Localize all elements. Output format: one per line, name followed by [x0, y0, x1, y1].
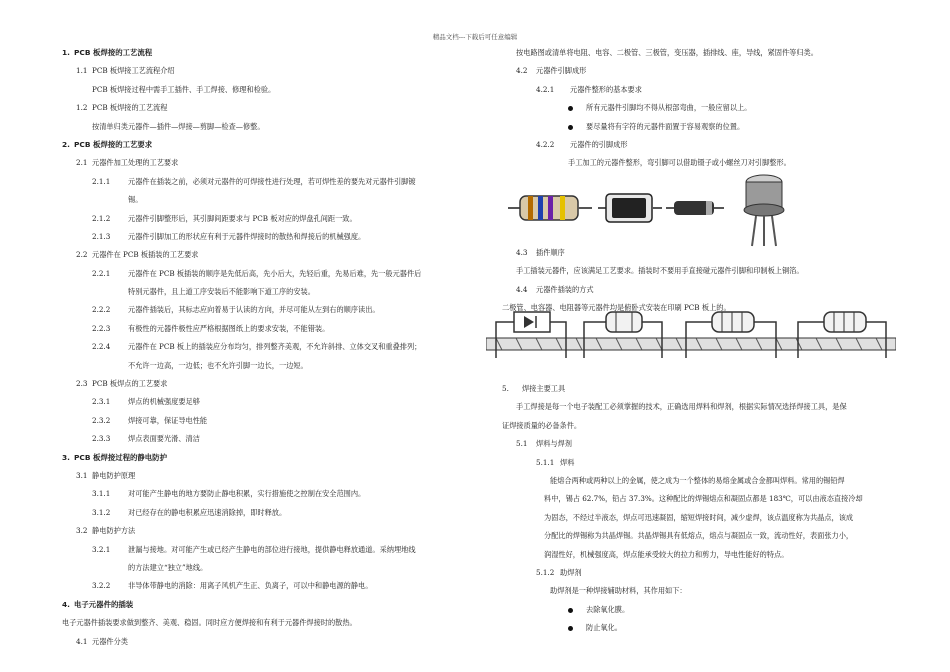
pcb-board-icon — [486, 338, 896, 350]
paragraph-text: 手工焊接是每一个电子装配工必须掌握的技术，正确选用焊料和焊剂，根据实际情况选择焊接工具，是保 — [516, 402, 847, 412]
paragraph-text: PCB 板焊接过程中需手工插件、手工焊接、修理和检验。 — [92, 84, 276, 94]
section-heading: 元器件引脚整形后，其引脚间距要求与 PCB 板对应的焊盘孔间距一致。 — [128, 213, 357, 223]
section-number: 3.1.2 — [92, 507, 111, 517]
text-line — [62, 485, 482, 503]
text-line — [62, 449, 482, 467]
section-number: 2.2.3 — [92, 323, 111, 333]
text-line — [502, 472, 907, 490]
text-line — [62, 357, 482, 375]
text-line — [62, 191, 482, 209]
section-heading: 元器件在插装之前，必须对元器件的可焊接性进行处理，若可焊性差的要先对元器件引脚镀 — [128, 176, 416, 186]
text-line — [502, 619, 907, 637]
bullet-icon — [568, 608, 573, 613]
section-heading: 对已经存在的静电积累应迅速消除掉，即时释放。 — [128, 507, 287, 517]
text-line — [502, 136, 907, 154]
text-line — [502, 509, 907, 527]
text-line — [62, 265, 482, 283]
section-heading: 元器件引脚成形 — [536, 66, 587, 76]
right-column-bottom — [502, 380, 907, 637]
section-number: 3.1.1 — [92, 489, 111, 499]
text-line — [502, 44, 907, 62]
section-number: 2.1.3 — [92, 231, 111, 241]
text-line — [62, 430, 482, 448]
section-heading: 非导体带静电的消除：用离子风机产生正、负离子，可以中和静电源的静电。 — [128, 581, 373, 591]
section-heading: 元器件插装的方式 — [536, 284, 594, 294]
bullet-icon — [568, 106, 573, 111]
text-line — [502, 454, 907, 472]
text-line — [502, 244, 907, 262]
text-line — [62, 81, 482, 99]
text-line — [62, 541, 482, 559]
paragraph-text: 按电路图或清单将电阻、电容、二极管、三极管，变压器，插排线、座，导线，紧固件等归类。 — [516, 48, 818, 57]
section-heading: 插件顺序 — [536, 248, 565, 257]
text-line — [62, 559, 482, 577]
section-heading: 元器件引脚加工的形状应有利于元器件焊接时的散热和焊接后的机械强度。 — [128, 231, 366, 241]
text-line — [502, 62, 907, 80]
section-number: 2.2.4 — [92, 342, 111, 352]
text-line — [502, 435, 907, 453]
text-line — [62, 246, 482, 264]
section-heading: 焊点的机械强度要足够 — [128, 397, 200, 407]
section-number: 2. — [62, 139, 70, 149]
section-number: 5.1 — [516, 439, 528, 449]
section-number: 4.2.2 — [536, 139, 555, 149]
section-heading: 焊点表面要光滑、清洁 — [128, 434, 200, 444]
bullet-icon — [568, 125, 573, 130]
text-line — [62, 301, 482, 319]
text-line — [62, 99, 482, 117]
section-heading: 对可能产生静电的地方要防止静电积累，实行措施使之控制在安全范围内。 — [128, 489, 366, 499]
text-line — [502, 99, 907, 117]
page-header: 精品文档---下载后可任意编辑 — [432, 33, 518, 41]
mounted-capacitor-icon — [584, 312, 662, 358]
paragraph-text: 要尽量将有字符的元器件面置于容易观察的位置。 — [586, 121, 745, 131]
text-line — [62, 210, 482, 228]
section-number: 5.1.1 — [536, 457, 555, 467]
text-line — [62, 393, 482, 411]
paragraph-text: 去除氧化膜。 — [586, 604, 630, 614]
right-column-top — [502, 44, 907, 173]
bullet-icon — [568, 626, 573, 631]
text-line — [62, 633, 482, 651]
section-heading: PCB 板焊接的工艺流程 — [74, 48, 153, 57]
section-number: 2.2.1 — [92, 268, 111, 278]
mounted-diode-icon — [496, 312, 566, 358]
section-heading: 电子元器件的插装 — [74, 599, 134, 609]
section-number: 4.2 — [516, 66, 528, 76]
section-heading: 元器件加工处理的工艺要求 — [92, 158, 179, 168]
paragraph-text: 不允许一边高，一边低；也不允许引脚一边长，一边短。 — [128, 360, 308, 370]
section-number: 3.2.1 — [92, 544, 111, 554]
section-number: 4.3 — [516, 248, 528, 257]
section-heading: 静电防护原理 — [92, 470, 136, 480]
right-column-mid — [502, 244, 907, 318]
paragraph-text: 为固态，不经过半液态，焊点可迅速凝固，缩短焊接时间，减少虚焊，该点温度称为共晶点，该成 — [544, 512, 854, 522]
paragraph-text: 料中，锡占 62.7%，铅占 37.3%。这种配比的焊锡熔点和凝固点都是 183℃，可以由液态直接冷却 — [544, 494, 863, 504]
text-line — [62, 504, 482, 522]
section-heading: PCB 板焊接工艺流程介绍 — [92, 66, 175, 76]
paragraph-text: 的方法建立“独立”地线。 — [128, 562, 208, 572]
section-number: 1.2 — [76, 103, 88, 113]
section-heading: PCB 板焊接的工艺流程 — [92, 103, 168, 113]
paragraph-text: 证焊接质量的必备条件。 — [502, 420, 582, 430]
capacitor-icon — [598, 194, 662, 222]
section-heading: 焊接可靠，保证导电性能 — [128, 415, 208, 425]
text-line — [502, 380, 907, 398]
text-line — [62, 614, 482, 632]
text-line — [502, 564, 907, 582]
section-number: 3. — [62, 452, 70, 462]
text-line — [62, 44, 482, 62]
text-line — [62, 118, 482, 136]
text-line — [62, 136, 482, 154]
section-heading: 元器件在 PCB 板插装的顺序是先低后高，先小后大，先轻后重，先易后难，先一般元器件后 — [128, 268, 422, 278]
text-line — [502, 81, 907, 99]
section-number: 1. — [62, 48, 70, 57]
mounted-resistor-2-icon — [798, 312, 886, 358]
text-line — [62, 467, 482, 485]
mounted-resistor-icon — [686, 312, 776, 358]
section-number: 2.3.3 — [92, 434, 111, 444]
text-line — [62, 62, 482, 80]
section-number: 4.1 — [76, 636, 88, 646]
mounting-figure — [486, 308, 896, 370]
section-heading: 助焊剂 — [560, 567, 582, 577]
text-line — [62, 577, 482, 595]
text-line — [502, 582, 907, 600]
section-number: 2.3.2 — [92, 415, 111, 425]
section-number: 3.1 — [76, 470, 88, 480]
resistor-icon — [508, 196, 592, 220]
text-line — [62, 173, 482, 191]
section-heading: 焊料与焊剂 — [536, 439, 572, 449]
section-number: 4.4 — [516, 284, 528, 294]
section-number: 3.2 — [76, 526, 88, 536]
left-column — [62, 44, 482, 651]
section-number: 2.1.1 — [92, 176, 111, 186]
section-number: 1.1 — [76, 66, 88, 76]
section-number: 4.2.1 — [536, 84, 555, 94]
text-line — [62, 154, 482, 172]
paragraph-text: 助焊剂是一种焊接辅助材料，其作用如下： — [550, 586, 687, 596]
section-heading: PCB 板焊接的工艺要求 — [74, 139, 153, 149]
diode-icon — [666, 201, 724, 215]
section-number: 2.1.2 — [92, 213, 111, 223]
text-line — [62, 412, 482, 430]
paragraph-text: 二极管、电容器、电阻器等元器件均是俯卧式安装在印刷 PCB 板上的。 — [502, 303, 731, 313]
paragraph-text: 润湿性好，机械强度高，焊点能承受较大的拉力和剪力，导电性能好的特点。 — [544, 549, 789, 559]
text-line — [62, 283, 482, 301]
paragraph-text: 能熔合两种或两种以上的金属，使之成为一个整体的易熔金属或合金都叫焊料。常用的锡铅焊 — [550, 475, 845, 485]
section-number: 5.1.2 — [536, 567, 555, 577]
paragraph-text: 手工加工的元器件整形，弯引脚可以借助镊子或小螺丝刀对引脚整形。 — [568, 158, 791, 168]
section-heading: 静电防护方法 — [92, 526, 136, 536]
section-heading: 元器件在 PCB 板插装的工艺要求 — [92, 250, 199, 260]
section-number: 2.2 — [76, 250, 88, 260]
text-line — [62, 596, 482, 614]
text-line — [502, 262, 907, 280]
text-line — [62, 338, 482, 356]
paragraph-text: 分配比的焊锡称为共晶焊锡。共晶焊锡具有低熔点，熔点与凝固点一致，流动性好，表面张力小， — [544, 531, 854, 541]
text-line — [502, 118, 907, 136]
paragraph-text: 按清单归类元器件—插件—焊接—剪脚—检查—修整。 — [92, 121, 265, 131]
section-number: 5. — [502, 384, 509, 393]
section-number: 2.1 — [76, 158, 88, 168]
section-heading: PCB 板焊接过程的静电防护 — [74, 452, 167, 462]
text-line — [502, 546, 907, 564]
section-number: 2.3.1 — [92, 397, 111, 407]
text-line — [502, 601, 907, 619]
section-heading: 泄漏与接地。对可能产生或已经产生静电的部位进行接地，提供静电释放通道。采纳埋地线 — [128, 544, 416, 554]
text-line — [502, 527, 907, 545]
section-heading: 元器件的引脚成形 — [570, 139, 628, 149]
section-heading: PCB 板焊点的工艺要求 — [92, 379, 168, 389]
paragraph-text: 电子元器件插装要求做到整齐、美观、稳固。同时应方便焊接和有利于元器件焊接时的散热。 — [62, 618, 357, 628]
section-heading: 焊料 — [560, 457, 575, 467]
text-line — [502, 398, 907, 416]
paragraph-text: 防止氧化。 — [586, 623, 622, 633]
text-line — [502, 490, 907, 508]
section-heading: 元器件插装后，其标志应向着易于认读的方向，并尽可能从左到右的顺序读出。 — [128, 305, 380, 315]
paragraph-text: 锡。 — [128, 195, 143, 205]
text-line — [502, 281, 907, 299]
section-heading: 有极性的元器件极性应严格根据图纸上的要求安装，不能错装。 — [128, 323, 330, 333]
text-line — [62, 522, 482, 540]
transistor-icon — [744, 175, 784, 246]
text-line — [62, 320, 482, 338]
section-number: 2.2.2 — [92, 305, 111, 315]
section-heading: 焊接主要工具 — [522, 384, 566, 393]
text-line — [502, 417, 907, 435]
section-number: 2.3 — [76, 379, 88, 389]
section-number: 3.2.2 — [92, 581, 111, 591]
section-heading: 元器件分类 — [92, 636, 128, 646]
section-heading: 元器件在 PCB 板上的插装应分布均匀，排列整齐美观，不允许斜排、立体交叉和重叠排列； — [128, 342, 422, 352]
components-figure — [508, 168, 798, 248]
text-line — [62, 228, 482, 246]
paragraph-text: 特别元器件，且上道工序安装后不能影响下道工序的安装。 — [128, 287, 315, 297]
paragraph-text: 所有元器件引脚均不得从根部弯曲，一般应留以上。 — [586, 103, 752, 113]
text-line — [62, 375, 482, 393]
section-number: 4. — [62, 599, 70, 609]
paragraph-text: 手工插装元器件，应该满足工艺要求。插装时不要用手直接碰元器件引脚和印制板上铜箔。 — [516, 266, 804, 276]
section-heading: 元器件整形的基本要求 — [570, 84, 642, 94]
